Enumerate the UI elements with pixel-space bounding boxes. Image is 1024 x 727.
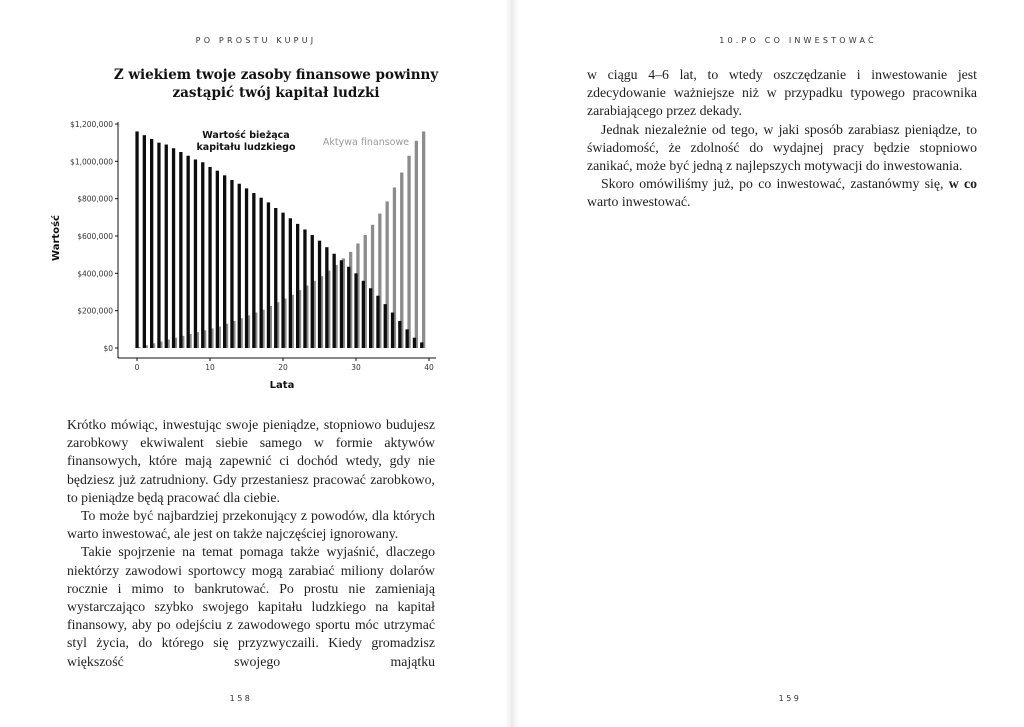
- y-tick-label: $400,000: [77, 269, 113, 279]
- bar-human-capital: [281, 213, 284, 348]
- page-number-left: 158: [229, 694, 253, 703]
- annotation-financial-assets: Aktywa finansowe: [322, 137, 410, 148]
- x-tick-label: 40: [424, 363, 434, 372]
- bar-financial-assets: [422, 131, 425, 348]
- bar-human-capital: [384, 304, 387, 348]
- bar-human-capital: [406, 329, 409, 348]
- bar-human-capital: [172, 148, 175, 348]
- page-number-right: 159: [778, 694, 802, 703]
- emphasis-text: w co: [948, 176, 978, 192]
- paragraph: To może być najbardziej przekonujący z powodów, dla których warto inwestować, ale jest on także najczęściej ignorowany.: [67, 508, 435, 542]
- bar-human-capital: [347, 267, 350, 348]
- y-tick-label: $800,000: [77, 194, 113, 204]
- y-axis-label: Wartość: [51, 215, 62, 261]
- bar-human-capital: [398, 321, 401, 348]
- bar-human-capital: [179, 152, 182, 348]
- paragraph: Jednak niezależnie od tego, w jaki sposób zarabiasz pieniądze, to świadomość, że zdolność do wydajnej pracy będzie stopniowo zanikać, może być jedną z najlepszych motywacji do inwestowania.: [587, 121, 977, 174]
- bar-human-capital: [354, 273, 357, 348]
- bar-human-capital: [274, 208, 277, 348]
- text-before-emphasis: Skoro omówiliśmy już, po co inwestować, zastanówmy się,: [601, 176, 944, 192]
- running-head-left: PO PROSTU KUPUJ: [195, 36, 317, 45]
- bar-human-capital: [150, 139, 153, 348]
- y-tick-label: $200,000: [77, 306, 113, 316]
- x-tick-label: 10: [205, 363, 215, 372]
- bar-human-capital: [296, 224, 299, 348]
- bar-human-capital: [245, 188, 248, 348]
- x-axis-label: Lata: [269, 380, 295, 391]
- investment-chart: [0, 0, 512, 400]
- y-tick-label: $600,000: [77, 232, 113, 241]
- bar-human-capital: [391, 313, 394, 348]
- bar-human-capital: [208, 167, 211, 348]
- bar-human-capital: [376, 296, 379, 348]
- body-text-left: [67, 416, 435, 671]
- paragraph: Takie spojrzenie na temat pomaga także wyjaśnić, dlaczego niektórzy zawodowi sportowcy mogą zarabiać miliony dolarów rocznie i mimo to bankrutować. Po prostu nie zamieniają wystarczająco szybko swojego kapitału ludzkiego na kapitał finansowy, aby po odejściu z zawodowego sportu móc utrzymać styl życia, do którego się przyzwyczaili. Kiedy gromadzisz większość swojego majątku: [67, 544, 435, 669]
- bar-human-capital: [223, 175, 226, 348]
- bar-human-capital: [252, 193, 255, 348]
- bar-human-capital: [303, 229, 306, 348]
- body-text-right: [587, 66, 977, 212]
- y-tick-label: $1,200,000: [70, 120, 113, 129]
- paragraph: w ciągu 4–6 lat, to wtedy oszczędzanie i inwestowanie jest zdecydowanie ważniejsze niż w przypadku typowego pracownika zarabiającego przez dekady.: [587, 67, 977, 119]
- bar-financial-assets: [415, 141, 418, 348]
- paragraph: Krótko mówiąc, inwestując swoje pieniądze, stopniowo budujesz zarobkowy ekwiwalent siebie samego w formie aktywów finansowych, które mają zapewnić ci dochód wtedy, gdy nie będziesz już zatrudniony. Gdy przestaniesz pracować zarobkowo, to pieniądze będą pracować dla ciebie.: [67, 417, 435, 505]
- x-tick-label: 20: [278, 363, 288, 372]
- bar-human-capital: [216, 171, 219, 348]
- bar-human-capital: [194, 159, 197, 348]
- bar-financial-assets: [407, 156, 410, 348]
- bar-human-capital: [230, 180, 233, 348]
- text-after-emphasis: warto inwestować.: [587, 194, 691, 210]
- x-tick-label: 0: [134, 363, 140, 372]
- annotation-human-capital: Wartość bieżąca kapitału ludzkiego: [196, 130, 296, 153]
- bar-human-capital: [333, 254, 336, 348]
- bar-human-capital: [369, 288, 372, 348]
- bar-human-capital: [157, 143, 160, 348]
- bar-human-capital: [187, 156, 190, 348]
- paragraph: [587, 175, 977, 211]
- bar-human-capital: [420, 342, 423, 348]
- bar-human-capital: [267, 202, 270, 348]
- bar-human-capital: [340, 260, 343, 348]
- x-tick-label: 30: [351, 363, 361, 372]
- bar-human-capital: [413, 338, 416, 348]
- running-head-right: 10.PO CO INWESTOWAĆ: [719, 36, 877, 45]
- y-tick-label: $1,000,000: [70, 157, 113, 167]
- bar-human-capital: [289, 218, 292, 348]
- y-tick-label: $0: [103, 344, 113, 353]
- bar-human-capital: [318, 241, 321, 348]
- right-page: [512, 0, 1024, 727]
- bar-human-capital: [325, 247, 328, 348]
- bar-human-capital: [311, 235, 314, 348]
- chart-title: Z wiekiem twoje zasoby finansowe powinny zastąpić twój kapitał ludzki: [113, 67, 439, 101]
- bar-human-capital: [135, 131, 138, 348]
- bar-human-capital: [238, 184, 241, 348]
- bar-human-capital: [260, 198, 263, 348]
- bar-human-capital: [362, 281, 365, 348]
- bar-human-capital: [143, 135, 146, 348]
- bar-human-capital: [201, 162, 204, 348]
- bar-human-capital: [165, 145, 168, 348]
